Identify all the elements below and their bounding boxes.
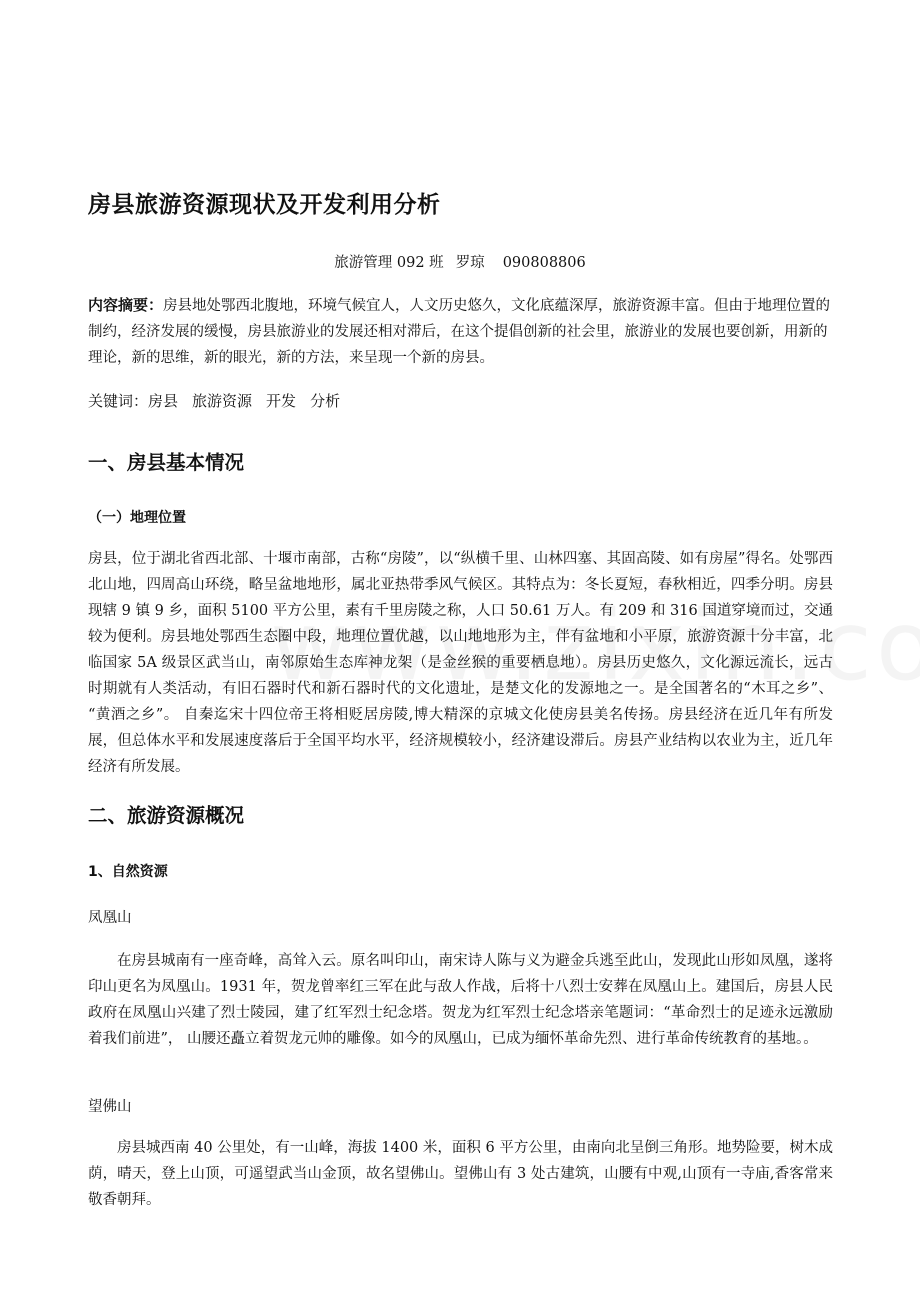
keywords (88, 390, 354, 411)
place-name: 凤凰山 (88, 910, 132, 926)
paragraph-fenghuang: 在房县城南有一座奇峰，高耸入云。原名叫印山，南宋诗人陈与义为避金兵逃至此山，发现此山形如凤凰，遂将印山更名为凤凰山。1931 年，贺龙曾率红三军在此与敌人作战，后将十八烈士安葬在凤凰山上。建国后，房县人民政府在凤凰山兴建了烈士陵园，建了红军烈士纪念塔。贺龙为红军烈士纪念塔亲笔题词：“革命烈士的足迹永远激励着我们前进”， 山腰还矗立着贺龙元帅的雕像。如今的凤凰山，已成为缅怀革命先烈、进行革命传统教育的基地。。 (88, 953, 833, 1047)
keyword: 分析 (310, 392, 341, 410)
abstract (88, 292, 833, 371)
author-student-id: 090808806 (502, 255, 586, 271)
author-line (0, 251, 920, 272)
document-title: 房县旅游资源现状及开发利用分析 (88, 192, 441, 218)
abstract-label: 内容摘要： (88, 296, 164, 314)
author-name: 罗琼 (455, 255, 485, 271)
paragraph-geography: 房县，位于湖北省西北部、十堰市南部，古称“房陵”，以“纵横千里、山林四塞、其固高陵、如有房屋”得名。处鄂西北山地，四周高山环绕，略呈盆地地形，属北亚热带季风气候区。其特点为：冬长夏短，春秋相近，四季分明。房县现辖 9 镇 9 乡，面积 5100 平方公里，素有千里房陵之称，人口 50.61 万人。有 209 和 316 国道穿境而过，交通较为便利。房县地处鄂西生态圈中段，地理位置优越，以山地地形为主，伴有盆地和小平原，旅游资源十分丰富，北临国家 5A 级景区武当山，南邻原始生态库神龙架（是金丝猴的重要栖息地）。房县历史悠久，文化源远流长，远古时期就有人类活动，有旧石器时代和新石器时代的文化遗址，是楚文化的发源地之一。是全国著名的“木耳之乡”、 “黄酒之乡”。 自秦迄宋十四位帝王将相贬居房陵,博大精深的京城文化使房县美名传扬。房县经济在近几年有所发展，但总体水平和发展速度落后于全国平均水平，经济规模较小，经济建设滞后。房县产业结构以农业为主，近几年经济有所发展。 (88, 551, 833, 775)
section-heading: 一、房县基本情况 (88, 451, 245, 474)
paragraph-wangfo: 房县城西南 40 公里处，有一山峰，海拔 1400 米，面积 6 平方公里，由南向北呈倒三角形。地势险要，树木成荫，晴天，登上山顶，可遥望武当山金顶，故名望佛山。望佛山有 3 处古建筑，山腰有中观,山顶有一寺庙,香客常来敬香朝拜。 (88, 1140, 833, 1208)
abstract-text: 房县地处鄂西北腹地，环境气候宜人，人文历史悠久，文化底蕴深厚，旅游资源丰富。但由于地理位置的制约，经济发展的缓慢，房县旅游业的发展还相对滞后，在这个提倡创新的社会里，旅游业的发展也要创新，用新的理论，新的思维，新的眼光，新的方法，来呈现一个新的房县。 (88, 298, 831, 366)
keyword: 开发 (266, 392, 297, 410)
section-heading: 二、旅游资源概况 (88, 804, 245, 827)
keywords-label: 关键词： (88, 392, 149, 410)
place-name: 望佛山 (88, 1099, 132, 1115)
author-class: 旅游管理 092 班 (334, 255, 444, 271)
keyword: 房县 (148, 392, 179, 410)
subsection-heading: 1、自然资源 (88, 864, 168, 880)
keyword: 旅游资源 (192, 392, 253, 410)
subsection-heading: （一）地理位置 (88, 510, 186, 526)
